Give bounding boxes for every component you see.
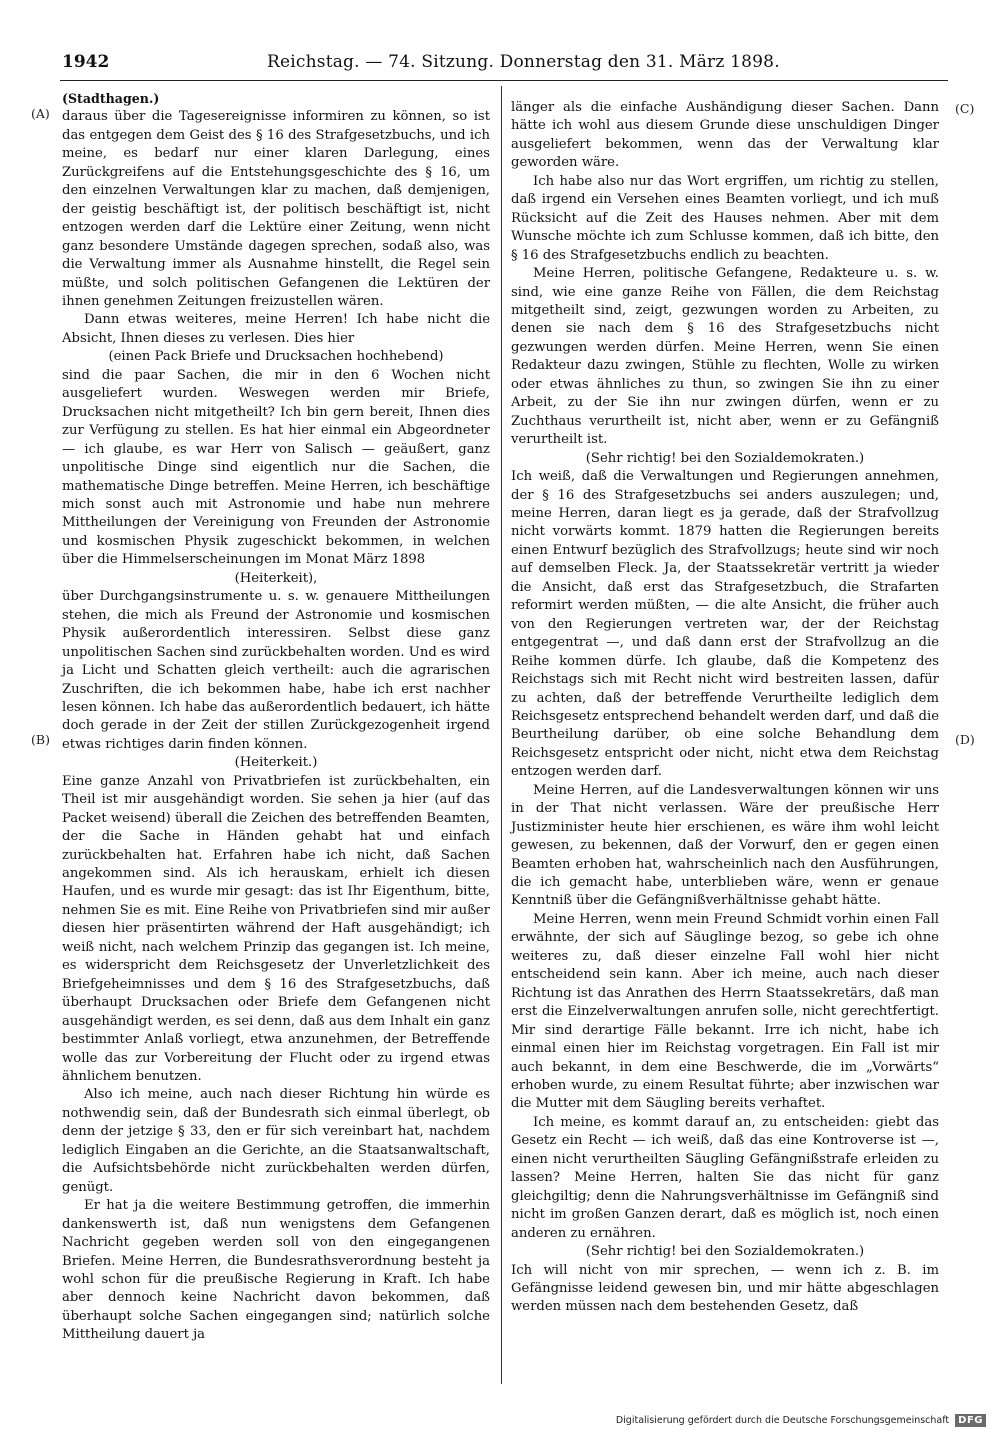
speaker-label: (Stadthagen.) xyxy=(62,91,160,106)
paragraph: Ich will nicht von mir sprechen, — wenn ich z. B. im Gefängnisse leidend gewesen bin, und mir hätte abgeschlagen werden müssen nach dem bestehenden Gesetz, daß xyxy=(511,1262,939,1315)
stage-direction: (Heiterkeit), xyxy=(234,570,318,586)
paragraph: über Durchgangsinstrumente u. s. w. genauere Mittheilungen stehen, die mich als Freund der Astronomie und kosmischen Physik außerordentlich interessiren. Selbst diese ganz unpolitischen Sachen sind zurückbehalten worden. Und es wird ja Licht und Schatten gleich vertheilt: auch die agrarischen Zuschriften, die ich bekommen habe, habe ich erst nachher lesen können. Ich habe das außerordentlich bedauert, ich hätte doch gerade in der Zeit der stillen Zurückgezogenheit irgend etwas richtiges darin finden können. xyxy=(62,589,490,752)
paragraph: daraus über die Tagesereignisse informiren zu können, so ist das entgegen dem Geist des § 16 des Strafgesetzbuchs, und ich meine, es bedarf nur einer klaren Darlegung, eines Zurückgreifens auf die Entstehungsgeschichte des § 16, um den einzelnen Verwaltungen klar zu machen, daß demjenigen, der geistig beschäftigt ist, der politisch beschäftigt ist, nicht entzogen werden darf die Lektüre einer Zeitung, wenn nicht ganz besondere Umstände dagegen sprechen, sodaß also, was die Verwaltung immer als Ausnahme hinstellt, die Regel sein müßte, und solch politischen Gefangenen die Lektüren der ihnen genehmen Zeitungen freizustellen wären. xyxy=(62,109,490,309)
margin-marker-c: (C) xyxy=(955,101,975,116)
column-divider xyxy=(501,86,502,1384)
running-title: Reichstag. — 74. Sitzung. Donnerstag den 31. März 1898. xyxy=(267,52,780,72)
stage-direction: (einen Pack Briefe und Drucksachen hochhebend) xyxy=(108,349,444,365)
margin-marker-a: (A) xyxy=(31,106,50,121)
footer xyxy=(616,1414,986,1427)
paragraph: Eine ganze Anzahl von Privatbriefen ist zurückbehalten, ein Theil ist mir ausgehändigt worden. Sie sehen ja hier (auf das Packet weisend) überall die Zeichen des betreffenden Beamten, der die Sache in Händen gehabt hat und einfach zurückbehalten hat. Erfahren habe ich nicht, daß Sachen angekommen sind. Als ich herauskam, erhielt ich diesen Haufen, und es wurde mir gesagt: das ist Ihr Eigenthum, bitte, nehmen Sie es mit. Eine Reihe von Privatbriefen sind mir außer diesen hier präsentirten während der Haft ausgehändigt; ich weiß nicht, nach welchem Prinzip das gegangen ist. Ich meine, es widerspricht dem Reichsgesetz der Unverletzlichkeit des Briefgeheimnisses und dem § 16 des Strafgesetzbuchs, daß überhaupt Drucksachen oder Briefe dem Gefangenen nicht ausgehändigt werden, es sei denn, daß aus dem Inhalt ein ganz bestimmter Anlaß vorliegt, etwa anzunehmen, der Betreffende wolle das zur Vorbereitung der Flucht oder zu irgend etwas ähnlichem benutzen. xyxy=(62,773,490,1085)
paragraph: sind die paar Sachen, die mir in den 6 Wochen nicht ausgeliefert wurden. Weswegen werden mir Briefe, Drucksachen nicht mitgetheilt? Ich bin gern bereit, Ihnen dies zur Verfügung zu stellen. Es hat hier einmal ein Abgeordneter — ich glaube, es war Herr von Salisch — geäußert, ganz unpolitische Dinge sind eigentlich nur die Sachen, die mathematische Dinge betreffen. Meine Herren, ich beschäftige mich sonst auch mit Astronomie und habe nun mehrere Mittheilungen der Vereinigung von Freunden der Astronomie und kosmischen Physik zugeschickt bekommen, in welchen über die Himmelserscheinungen im Monat März 1898 xyxy=(62,367,490,568)
paragraph: Meine Herren, politische Gefangene, Redakteure u. s. w. sind, wie eine ganze Reihe von Fällen, die dem Reichstag mitgetheilt sind, zeigt, gezwungen worden zu Arbeiten, zu denen sie nach dem § 16 des Strafgesetzbuchs nicht gezwungen werden dürfen. Meine Herren, wenn Sie einen Redakteur dazu zwingen, Stühle zu flechten, Wolle zu wirken oder etwas ähnliches zu thun, so zwingen Sie ihn zu einer Arbeit, zu der Sie ihn nur zwingen dürfen, wenn er zu Zuchthaus verurtheilt ist, nicht aber, wenn er zu Gefängniß verurtheilt ist. xyxy=(511,266,939,448)
paragraph: Er hat ja die weitere Bestimmung getroffen, die immerhin dankenswerth ist, daß nun wenigstens dem Gefangenen Nachricht gegeben werden soll von den eingegangenen Briefen. Meine Herren, die Bundesrathsverordnung besteht ja wohl schon für die preußische Regierung in Kraft. Ich habe aber dennoch keine Nachricht davon bekommen, daß überhaupt solche Sachen eingegangen sind; natürlich solche Mittheilung dauert ja xyxy=(62,1198,490,1343)
paragraph: Also ich meine, auch nach dieser Richtung hin würde es nothwendig sein, daß der Bundesrath sich einmal überlegt, ob denn der jetzige § 33, den er für sich vereinbart hat, nachdem lediglich Eingaben an die Gerichte, an die Staatsanwaltschaft, die Aufsichtsbehörde nicht zurückbehalten werden dürfen, genügt. xyxy=(62,1087,490,1195)
stage-direction: (Heiterkeit.) xyxy=(234,755,318,771)
paragraph: länger als die einfache Aushändigung dieser Sachen. Dann hätte ich wohl aus diesem Grunde diese unschuldigen Dinger ausgeliefert bekommen, wenn das der Verwaltung klar geworden wäre. xyxy=(511,100,939,171)
margin-marker-d: (D) xyxy=(955,732,975,747)
paragraph: Ich meine, es kommt darauf an, zu entscheiden: giebt das Gesetz ein Recht — ich weiß, daß das eine Kontroverse ist —, einen nicht verurtheilten Säugling Gefängnißstrafe erleiden zu lassen? Meine Herren, halten Sie das nicht für ganz gleichgiltig; denn die Nahrungsverhältnisse im Gefängniß sind nicht im großen Ganzen derart, daß es möglich ist, noch einen anderen zu ernähren. xyxy=(511,1114,939,1241)
paragraph: Meine Herren, auf die Landesverwaltungen können wir uns in der That nicht verlassen. Wäre der preußische Herr Justizminister heute hier erschienen, es wäre ihm wohl leicht gewesen, zu bekennen, daß der Vorwurf, den er gegen einen Beamten erhoben hat, wahrscheinlich nach den Ausführungen, die ich gemacht habe, unterblieben wäre, wenn er genaue Kenntniß über die Gefängnißverhältnisse gehabt hätte. xyxy=(511,782,939,909)
margin-marker-b: (B) xyxy=(31,732,50,747)
left-column xyxy=(62,90,490,1345)
right-column xyxy=(511,99,939,1317)
page-header xyxy=(62,52,952,78)
paragraph: Ich habe also nur das Wort ergriffen, um richtig zu stellen, daß irgend ein Versehen eines Beamten vorliegt, und ich muß Rücksicht auf die Zeit des Hauses nehmen. Aber mit dem Wunsche möchte ich zum Schlusse kommen, daß ich bitte, den § 16 des Strafgesetzbuchs endlich zu beachten. xyxy=(511,173,939,263)
paragraph: Meine Herren, wenn mein Freund Schmidt vorhin einen Fall erwähnte, der sich auf Säuglinge bezog, so gebe ich ohne weiteres zu, daß dieser einzelne Fall wohl hier nicht entscheidend sein kann. Aber ich meine, auch nach dieser Richtung ist das Anrathen des Herrn Staatssekretärs, daß man erst die Einzelverwaltungen anrufen solle, nicht gerechtfertigt. Mir sind derartige Fälle bekannt. Irre ich nicht, habe ich einmal einen hier im Reichstag vorgetragen. Ein Fall ist mir auch bekannt, in dem eine Beschwerde, die im „Vorwärts“ erhoben wurde, zu einem Resultat führte; aber inzwischen war die Mutter mit dem Säugling bereits verhaftet. xyxy=(511,911,939,1112)
stage-direction: (Sehr richtig! bei den Sozialdemokraten.) xyxy=(585,450,865,466)
stage-direction: (Sehr richtig! bei den Sozialdemokraten.) xyxy=(585,1244,865,1260)
paragraph: Dann etwas weiteres, meine Herren! Ich habe nicht die Absicht, Ihnen dieses zu verlesen. Dies hier xyxy=(62,312,490,346)
header-rule xyxy=(60,80,948,81)
page-number: 1942 xyxy=(62,52,110,72)
paragraph: Ich weiß, daß die Verwaltungen und Regierungen annehmen, der § 16 des Strafgesetzbuchs sei anders auszulegen; und, meine Herren, daran liegt es ja gerade, daß der Strafvollzug nicht vorwärts kommt. 1879 hatten die Regierungen bereits einen Entwurf bezüglich des Strafvollzugs; heute sind wir noch auf demselben Fleck. Ja, der Staatssekretär vertritt ja wieder die Ansicht, daß erst das Strafgesetzbuch, die Strafarten reformirt werden müßten, — die alte Ansicht, die früher auch von den Regierungen vertreten war, der der Reichstag entgegentrat —, und daß dann erst der Strafvollzug an die Reihe kommen dürfe. Ich glaube, daß die Kompetenz des Reichstags sich mit Recht nicht wird bestreiten lassen, dafür zu achten, daß der betreffende Verurtheilte lediglich dem Reichsgesetz entsprechend behandelt werden darf, und daß die Beurtheilung darüber, ob eine solche Behandlung dem Reichsgesetz entspricht oder nicht, nicht etwa dem Reichstag entzogen werden darf. xyxy=(511,469,939,780)
dfg-logo-icon: DFG xyxy=(955,1414,986,1427)
footer-credit: Digitalisierung gefördert durch die Deutsche Forschungsgemeinschaft xyxy=(615,1415,950,1426)
